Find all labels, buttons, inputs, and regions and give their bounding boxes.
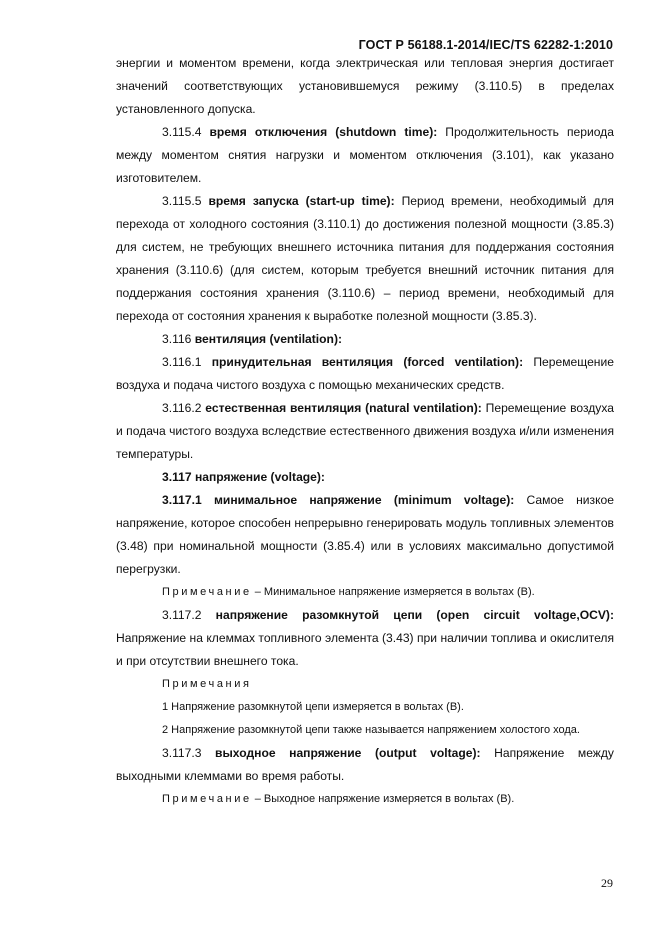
term: время запуска (start-up time):: [208, 194, 395, 208]
definition-ventilation: [116, 328, 614, 351]
definition-text: Перемещение воздуха и подача чистого воздуха вследствие естественного движения воздуха и/или изменения температуры.: [116, 401, 614, 461]
note-text: – Минимальное напряжение измеряется в вольтах (В).: [254, 586, 535, 598]
clause-number: 3.117.1: [162, 493, 202, 507]
definition-text: Продолжительность периода между моментом снятия нагрузки и моментом отключения (3.101), как указано изготовителем.: [116, 125, 614, 185]
note-output-voltage: [116, 788, 614, 811]
paragraph-text: энергии и моментом времени, когда электрическая или тепловая энергия достигает значений соответствующих установившемуся режиму (3.110.5) в пределах установленного допуска.: [116, 56, 614, 116]
note-minimum-voltage: [116, 581, 614, 604]
definition-text: Период времени, необходимый для перехода от холодного состояния (3.110.1) до достижения полезной мощности (3.85.3) для систем, не требующих внешнего источника питания для поддержания состояния хранения (3.110.6) (для систем, которым требуется внешний источник питания для поддержания состояния хранения (3.110.6) – период времени, необходимый для перехода от состояния хранения к выработке полезной мощности (3.85.3).: [116, 194, 614, 323]
definition-text: Напряжение между выходными клеммами во время работы.: [116, 746, 614, 783]
term: минимальное напряжение (minimum voltage):: [213, 493, 515, 507]
section-heading: 3.117 напряжение (voltage):: [162, 470, 325, 484]
clause-number: 3.117.2: [162, 608, 202, 622]
notes-heading: [116, 673, 614, 696]
term: принудительная вентиляция (forced ventilation):: [211, 355, 524, 369]
term: напряжение разомкнутой цепи (open circuit voltage,OCV):: [215, 608, 614, 622]
term: время отключения (shutdown time):: [209, 125, 438, 139]
note-label: Примечание: [162, 793, 252, 805]
note-text: – Выходное напряжение измеряется в вольтах (В).: [254, 793, 515, 805]
document-body: [116, 52, 614, 811]
term: естественная вентиляция (natural ventilation):: [205, 401, 482, 415]
definition-text: Напряжение на клеммах топливного элемента (3.43) при наличии топлива и окислителя и при отсутствии внешнего тока.: [116, 631, 614, 668]
notes-label: Примечания: [162, 678, 252, 690]
definition-start-up-time: [116, 190, 614, 328]
clause-number: 3.116: [162, 332, 192, 346]
clause-number: 3.116.2: [162, 401, 202, 415]
term: вентиляция (ventilation):: [194, 332, 342, 346]
definition-text: Перемещение воздуха и подача чистого воздуха с помощью механических средств.: [116, 355, 614, 392]
clause-number: 3.115.5: [162, 194, 202, 208]
note-item-1: [116, 696, 614, 719]
definition-minimum-voltage: [116, 489, 614, 581]
clause-number: 3.115.4: [162, 125, 202, 139]
term: выходное напряжение (output voltage):: [215, 746, 481, 760]
page-number: 29: [601, 876, 613, 890]
definition-natural-ventilation: [116, 397, 614, 466]
paragraph-continuation: [116, 52, 614, 121]
definition-voltage: [116, 466, 614, 489]
document-header: ГОСТ Р 56188.1-2014/IEC/TS 62282-1:2010: [358, 38, 613, 52]
clause-number: 3.117.3: [162, 746, 202, 760]
note-item-2: [116, 719, 614, 742]
note-text: 2 Напряжение разомкнутой цепи также называется напряжением холостого хода.: [162, 724, 580, 736]
definition-shutdown-time: [116, 121, 614, 190]
clause-number: 3.116.1: [162, 355, 202, 369]
definition-output-voltage: [116, 742, 614, 788]
definition-open-circuit-voltage: [116, 604, 614, 673]
definition-text: Самое низкое напряжение, которое способен непрерывно генерировать модуль топливных элементов (3.48) при номинальной мощности (3.85.4) или в условиях максимально допустимой перегрузки.: [116, 493, 614, 576]
note-label: Примечание: [162, 586, 252, 598]
definition-forced-ventilation: [116, 351, 614, 397]
note-text: 1 Напряжение разомкнутой цепи измеряется в вольтах (В).: [162, 701, 464, 713]
